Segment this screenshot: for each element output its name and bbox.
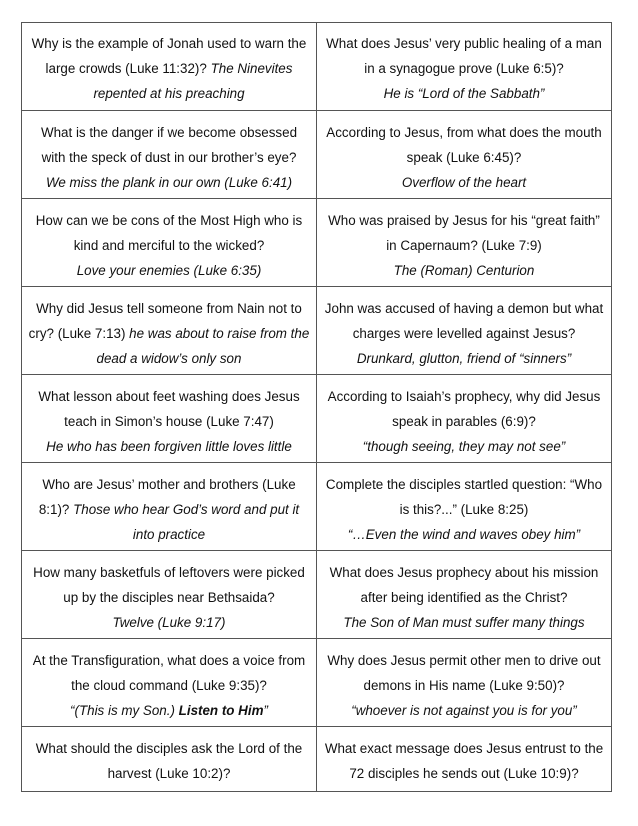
card-right <box>317 23 612 111</box>
answer-text: he was about to raise from the dead a widow’s only son <box>96 326 310 366</box>
flashcard-grid <box>21 22 612 792</box>
card-right <box>317 287 612 375</box>
answer-text: Love your enemies (Luke 6:35) <box>76 263 262 278</box>
card-left <box>22 23 317 111</box>
card-row <box>22 375 612 463</box>
answer-text: Those who hear God’s word and put it into practice <box>73 502 300 542</box>
question-text: Why is the example of Jonah used to warn the large crowds (Luke 11:32)? <box>31 36 307 76</box>
answer-text: “…Even the wind and waves obey him” <box>347 527 581 542</box>
card-left <box>22 111 317 199</box>
question-text: How can we be cons of the Most High who is kind and merciful to the wicked? <box>35 213 303 253</box>
card-right <box>317 375 612 463</box>
answer-text: Drunkard, glutton, friend of “sinners” <box>356 351 572 366</box>
answer-closing-quote: ” <box>263 703 268 718</box>
question-text: What lesson about feet washing does Jesus teach in Simon’s house (Luke 7:47) <box>38 389 300 429</box>
question-text: Complete the disciples startled question: “Who is this?...” (Luke 8:25) <box>325 477 603 517</box>
question-text: According to Isaiah’s prophecy, why did Jesus speak in parables (6:9)? <box>327 389 601 429</box>
answer-text: The Ninevites repented at his preaching <box>93 61 293 101</box>
card-row <box>22 199 612 287</box>
card-left <box>22 287 317 375</box>
card-row <box>22 463 612 551</box>
answer-text: The Son of Man must suffer many things <box>343 615 585 630</box>
question-text: What does Jesus prophecy about his mission after being identified as the Christ? <box>329 565 599 605</box>
answer-text: “whoever is not against you is for you” <box>351 703 577 718</box>
question-text: Who are Jesus’ mother and brothers (Luke 8:1)? <box>38 477 296 517</box>
card-left <box>22 551 317 639</box>
card-left <box>22 375 317 463</box>
question-text: According to Jesus, from what does the mouth speak (Luke 6:45)? <box>326 125 602 165</box>
answer-text: He is “Lord of the Sabbath” <box>383 86 545 101</box>
card-row <box>22 111 612 199</box>
card-row <box>22 639 612 727</box>
answer-text: Twelve (Luke 9:17) <box>112 615 226 630</box>
card-row <box>22 551 612 639</box>
card-right <box>317 111 612 199</box>
answer-text: We miss the plank in our own (Luke 6:41) <box>45 175 293 190</box>
card-left <box>22 199 317 287</box>
question-text: What should the disciples ask the Lord of the harvest (Luke 10:2)? <box>35 741 303 781</box>
card-right <box>317 727 612 792</box>
answer-text: He who has been forgiven little loves little <box>46 439 292 454</box>
question-text: What exact message does Jesus entrust to the 72 disciples he sends out (Luke 10:9)? <box>324 741 604 781</box>
answer-text: “though seeing, they may not see” <box>362 439 566 454</box>
question-text: How many basketfuls of leftovers were picked up by the disciples near Bethsaida? <box>33 565 305 605</box>
answer-emphasis: Listen to Him <box>178 703 264 718</box>
card-left <box>22 639 317 727</box>
question-text: At the Transfiguration, what does a voice from the cloud command (Luke 9:35)? <box>32 653 306 693</box>
card-left <box>22 463 317 551</box>
question-text: What does Jesus’ very public healing of a man in a synagogue prove (Luke 6:5)? <box>326 36 602 76</box>
question-text: Who was praised by Jesus for his “great faith” in Capernaum? (Luke 7:9) <box>328 213 600 253</box>
card-right <box>317 639 612 727</box>
answer-text: “(This is my Son.) <box>70 703 175 718</box>
card-right <box>317 551 612 639</box>
card-row <box>22 287 612 375</box>
answer-text: Overflow of the heart <box>401 175 527 190</box>
card-row <box>22 727 612 792</box>
card-right <box>317 199 612 287</box>
question-text: Why did Jesus tell someone from Nain not to cry? (Luke 7:13) <box>28 301 302 341</box>
card-right <box>317 463 612 551</box>
card-row <box>22 23 612 111</box>
question-text: John was accused of having a demon but what charges were levelled against Jesus? <box>324 301 604 341</box>
card-left <box>22 727 317 792</box>
question-text: Why does Jesus permit other men to drive out demons in His name (Luke 9:50)? <box>327 653 601 693</box>
answer-text: The (Roman) Centurion <box>393 263 535 278</box>
question-text: What is the danger if we become obsessed with the speck of dust in our brother’s eye? <box>40 125 298 165</box>
